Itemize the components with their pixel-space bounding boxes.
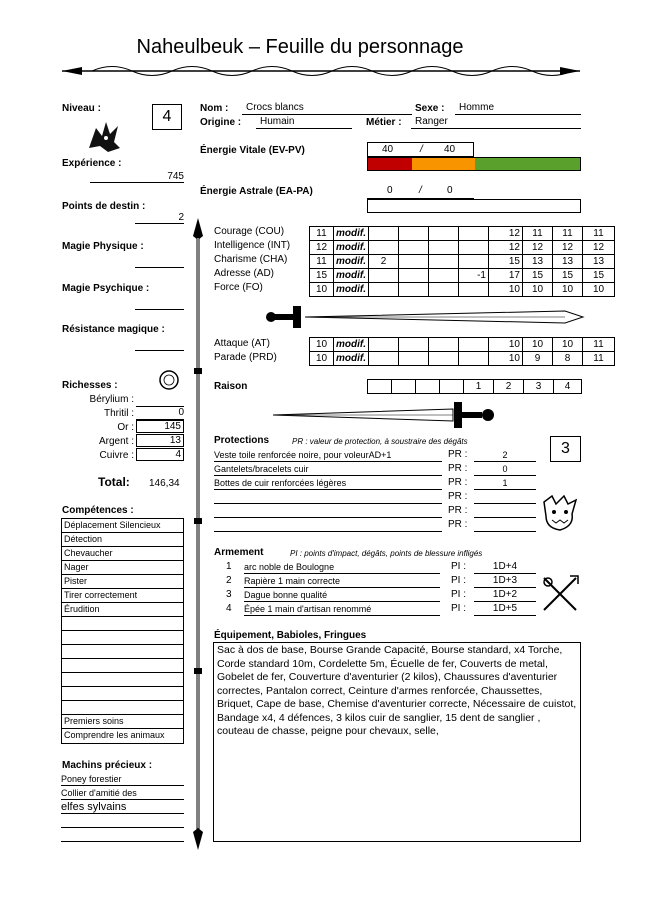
table-row	[310, 352, 615, 366]
sexe-label: Sexe :	[415, 103, 445, 114]
ev-value-box[interactable]	[367, 142, 474, 157]
crossed-weapons-icon	[540, 574, 580, 614]
table-row	[310, 269, 615, 283]
ev-sep: /	[420, 144, 423, 155]
raison-cell[interactable]	[392, 380, 416, 394]
protection-item-name[interactable]: Gantelets/bracelets cuir	[214, 463, 442, 476]
ea-bar	[367, 199, 581, 213]
stat-value[interactable]: 13	[583, 255, 615, 269]
page-title: Naheulbeuk – Feuille du personnage	[136, 36, 464, 58]
origine-label: Origine :	[200, 117, 242, 128]
stats-names	[214, 226, 290, 296]
coin-value-berylium[interactable]	[136, 394, 184, 407]
stat-value[interactable]: 13	[523, 255, 553, 269]
protection-pr-label: PR :	[448, 491, 468, 502]
coin-label-argent: Argent :	[98, 436, 134, 447]
arme-name[interactable]: Rapière 1 main correcte	[244, 575, 440, 588]
arme-name[interactable]: Dague bonne qualité	[244, 589, 440, 602]
protections-note: PR : valeur de protection, à soustraire des dégâts	[292, 437, 468, 446]
experience-label: Expérience :	[62, 158, 122, 169]
combat-value[interactable]: 8	[553, 352, 583, 366]
combat-modif-label: modif.	[334, 352, 369, 366]
arme-pi-label: PI :	[451, 603, 467, 614]
stat-value[interactable]: 11	[553, 227, 583, 241]
ornament-divider-icon	[62, 60, 580, 82]
stat-value[interactable]: 17	[489, 269, 523, 283]
competence-item[interactable]	[62, 659, 183, 673]
arme-num: 2	[226, 575, 232, 586]
stat-modif[interactable]	[459, 283, 489, 297]
stat-modif[interactable]	[429, 227, 459, 241]
raison-cell[interactable]: 4	[554, 380, 582, 394]
total-value: 146,34	[149, 478, 180, 489]
stat-value[interactable]: 13	[553, 255, 583, 269]
raison-label: Raison	[214, 381, 248, 392]
protection-pr-value[interactable]: 0	[474, 463, 536, 476]
stat-modif-label: modif.	[334, 255, 369, 269]
ea-label: Énergie Astrale (EA-PA)	[200, 186, 313, 197]
protections-label: Protections	[214, 435, 270, 446]
metier-field[interactable]: Ranger	[411, 116, 581, 129]
stat-value[interactable]: 10	[523, 283, 553, 297]
stat-name: Intelligence (INT)	[214, 240, 291, 251]
raison-cell[interactable]	[416, 380, 440, 394]
raison-table	[367, 379, 582, 394]
arme-pi-label: PI :	[451, 561, 467, 572]
stat-modif[interactable]	[399, 269, 429, 283]
combat-base[interactable]: 10	[310, 352, 334, 366]
nom-field[interactable]: Crocs blancs	[242, 102, 412, 115]
stat-base[interactable]: 15	[310, 269, 334, 283]
magie-psychique-value[interactable]	[135, 298, 184, 310]
stat-modif[interactable]	[429, 241, 459, 255]
stat-value[interactable]: 10	[489, 283, 523, 297]
raison-cell[interactable]: 1	[464, 380, 494, 394]
protection-item-name[interactable]: Bottes de cuir renforcées légères	[214, 477, 442, 490]
dragon-head-icon	[84, 118, 122, 156]
combat-names	[214, 338, 277, 366]
machin-item[interactable]	[61, 829, 184, 842]
combat-modif[interactable]	[369, 352, 399, 366]
combat-value[interactable]: 11	[583, 352, 615, 366]
experience-value[interactable]: 745	[90, 171, 184, 183]
stat-name: Courage (COU)	[214, 226, 285, 237]
stat-value[interactable]: 10	[553, 283, 583, 297]
protection-item-name[interactable]	[214, 505, 442, 518]
total-label: Total:	[98, 475, 130, 489]
stat-value[interactable]: 15	[523, 269, 553, 283]
stat-modif[interactable]	[369, 283, 399, 297]
competence-item[interactable]: Chevaucher	[62, 547, 183, 561]
protection-item-name[interactable]	[214, 491, 442, 504]
arme-pi-value[interactable]: 1D+4	[474, 561, 536, 574]
resistance-label: Résistance magique :	[62, 324, 165, 335]
competence-item[interactable]: Érudition	[62, 603, 183, 617]
ev-label: Énergie Vitale (EV-PV)	[200, 145, 305, 156]
stat-name: Adresse (AD)	[214, 268, 275, 279]
stat-value[interactable]: 10	[583, 283, 615, 297]
armement-label: Armement	[214, 547, 264, 558]
arme-name[interactable]: arc noble de Boulogne	[244, 561, 440, 574]
ev-bar-segment-mid	[412, 158, 475, 170]
stat-modif[interactable]	[369, 227, 399, 241]
protection-pr-label: PR :	[448, 463, 468, 474]
arme-num: 4	[226, 603, 232, 614]
protection-pr-label: PR :	[448, 519, 468, 530]
destin-label: Points de destin :	[62, 201, 146, 212]
stat-base[interactable]: 11	[310, 255, 334, 269]
magie-psychique-label: Magie Psychique :	[62, 283, 150, 294]
competence-item[interactable]	[62, 645, 183, 659]
stat-modif[interactable]	[399, 227, 429, 241]
machin-item[interactable]	[61, 815, 184, 828]
stat-modif-label: modif.	[334, 241, 369, 255]
stat-modif[interactable]	[459, 255, 489, 269]
competence-item[interactable]: Nager	[62, 561, 183, 575]
stat-modif[interactable]	[369, 269, 399, 283]
machin-item[interactable]: Collier d'amitié des	[61, 787, 184, 800]
combat-value[interactable]: 9	[523, 352, 553, 366]
niveau-label: Niveau :	[62, 103, 101, 114]
arme-num: 1	[226, 561, 232, 572]
protection-pr-value[interactable]	[474, 505, 536, 518]
sword-icon	[268, 400, 498, 430]
arme-pi-value[interactable]: 1D+5	[474, 603, 536, 616]
stat-modif-label: modif.	[334, 227, 369, 241]
armement-note: PI : points d'impact, dégâts, points de blessure infligés	[290, 549, 483, 558]
stat-modif[interactable]	[429, 255, 459, 269]
stat-base[interactable]: 10	[310, 283, 334, 297]
stat-value[interactable]: 12	[583, 241, 615, 255]
combat-table	[309, 337, 615, 366]
magie-physique-value[interactable]	[135, 256, 184, 268]
competence-item[interactable]: Tirer correctement	[62, 589, 183, 603]
combat-modif[interactable]	[459, 352, 489, 366]
protection-pr-label: PR :	[448, 505, 468, 516]
competences-label: Compétences :	[62, 505, 134, 516]
protection-pr-value[interactable]: 1	[474, 477, 536, 490]
machins-label: Machins précieux :	[62, 760, 153, 771]
stat-base[interactable]: 12	[310, 241, 334, 255]
stat-modif[interactable]	[459, 241, 489, 255]
table-row	[310, 338, 615, 352]
arme-name[interactable]: Épée 1 main d'artisan renommé	[244, 603, 440, 616]
combat-value[interactable]: 10	[523, 338, 553, 352]
stat-modif[interactable]	[399, 241, 429, 255]
stat-value[interactable]: 11	[583, 227, 615, 241]
origine-field[interactable]: Humain	[256, 116, 352, 129]
table-row	[310, 241, 615, 255]
ea-sep: /	[419, 185, 422, 196]
protection-item-name[interactable]: Veste toile renforcée noire, pour voleurAD+1	[214, 449, 442, 462]
stat-value[interactable]: 11	[523, 227, 553, 241]
stat-modif[interactable]	[429, 269, 459, 283]
coin-value-argent[interactable]: 13	[136, 434, 184, 447]
arme-pi-label: PI :	[451, 589, 467, 600]
coin-value-thritil[interactable]: 0	[136, 407, 184, 420]
combat-base[interactable]: 10	[310, 338, 334, 352]
table-row	[310, 227, 615, 241]
competence-item[interactable]	[62, 617, 183, 631]
arme-pi-value[interactable]: 1D+2	[474, 589, 536, 602]
sword-icon	[265, 302, 585, 332]
nom-label: Nom :	[200, 103, 229, 114]
ev-bar-segment-low	[368, 158, 412, 170]
competence-item[interactable]: Pister	[62, 575, 183, 589]
spear-divider-icon	[190, 218, 206, 850]
stat-value[interactable]: 15	[489, 255, 523, 269]
protection-pr-value[interactable]: 2	[474, 449, 536, 462]
combat-modif[interactable]	[399, 338, 429, 352]
ev-bar	[367, 157, 581, 171]
competence-item[interactable]: Premiers soins	[62, 715, 183, 729]
raison-cell[interactable]	[368, 380, 392, 394]
machin-item[interactable]: elfes sylvains	[61, 801, 184, 814]
protection-pr-value[interactable]	[474, 519, 536, 532]
machin-item[interactable]: Poney forestier	[61, 773, 184, 786]
competence-item[interactable]: Détection	[62, 533, 183, 547]
combat-modif[interactable]	[459, 338, 489, 352]
equipement-label: Équipement, Babioles, Fringues	[214, 630, 367, 641]
protection-pr-label: PR :	[448, 449, 468, 460]
stats-table	[309, 226, 615, 297]
equipement-text[interactable]: Sac à dos de base, Bourse Grande Capacité, Bourse standard, x4 Torche, Corde standard 10m, Cordelette 5m, Écuelle de fer, Couverts de metal, Gobelet de fer, Couverture d'aventurier (2 kilos), Chaussures d'aventurier correctes, Pantalon correct, Ceinture d'armes renforcée, Chaussettes, Briquet, Cape de base, Chemise d'aventurier correcte, Nécessaire de cuistot, Bandage x4, 4 défences, 3 kilos cuir de sanglier, 15 dent de sanglier , couteau de chasse, peigne pour chevaux, selle,	[213, 642, 581, 842]
stat-value[interactable]: 12	[523, 241, 553, 255]
combat-value[interactable]: 11	[583, 338, 615, 352]
table-row	[310, 255, 615, 269]
stat-value[interactable]: 12	[489, 227, 523, 241]
coin-label-cuivre: Cuivre :	[99, 450, 134, 461]
table-row	[310, 283, 615, 297]
monster-icon	[538, 492, 580, 534]
stat-value[interactable]: 12	[489, 241, 523, 255]
coin-label-thritil: Thritil :	[104, 408, 134, 419]
stat-modif[interactable]	[399, 255, 429, 269]
coin-label-or: Or :	[117, 422, 134, 433]
combat-name: Attaque (AT)	[214, 338, 270, 349]
protection-pr-value[interactable]	[474, 491, 536, 504]
coin-label-berylium: Bérylium :	[89, 394, 134, 405]
combat-name: Parade (PRD)	[214, 352, 277, 363]
stat-modif[interactable]	[399, 283, 429, 297]
combat-modif[interactable]	[429, 338, 459, 352]
arme-num: 3	[226, 589, 232, 600]
stat-modif[interactable]: -1	[459, 269, 489, 283]
stat-name: Charisme (CHA)	[214, 254, 288, 265]
combat-value[interactable]: 10	[553, 338, 583, 352]
stat-value[interactable]: 15	[553, 269, 583, 283]
stat-modif-label: modif.	[334, 283, 369, 297]
ea-max: 0	[447, 185, 453, 196]
table-row	[368, 380, 582, 394]
competence-item[interactable]	[62, 631, 183, 645]
niveau-value[interactable]: 4	[152, 104, 182, 130]
raison-cell[interactable]: 3	[524, 380, 554, 394]
competence-item[interactable]	[62, 687, 183, 701]
arme-pi-value[interactable]: 1D+3	[474, 575, 536, 588]
coin-value-or[interactable]: 145	[136, 420, 184, 433]
stat-value[interactable]: 15	[583, 269, 615, 283]
metier-label: Métier :	[366, 117, 402, 128]
competence-item[interactable]: Comprendre les animaux	[64, 730, 165, 740]
raison-cell[interactable]: 2	[494, 380, 524, 394]
stat-modif[interactable]	[369, 241, 399, 255]
combat-modif[interactable]	[399, 352, 429, 366]
stat-modif[interactable]: 2	[369, 255, 399, 269]
ev-max: 40	[444, 144, 456, 155]
competence-item[interactable]	[62, 701, 183, 715]
destin-value[interactable]: 2	[135, 212, 184, 224]
combat-modif-label: modif.	[334, 338, 369, 352]
combat-modif[interactable]	[429, 352, 459, 366]
combat-value[interactable]: 10	[489, 352, 523, 366]
combat-modif[interactable]	[369, 338, 399, 352]
coin-icon	[158, 369, 180, 391]
stat-value[interactable]: 12	[553, 241, 583, 255]
stat-modif-label: modif.	[334, 269, 369, 283]
coin-value-cuivre[interactable]: 4	[136, 448, 184, 461]
ea-current: 0	[387, 185, 393, 196]
protection-pr-label: PR :	[448, 477, 468, 488]
arme-pi-label: PI :	[451, 575, 467, 586]
stat-name: Force (FO)	[214, 282, 263, 293]
protection-item-name[interactable]	[214, 519, 442, 532]
sexe-field[interactable]: Homme	[455, 102, 581, 115]
ev-current: 40	[382, 144, 394, 155]
protections-total[interactable]: 3	[550, 436, 581, 462]
richesses-label: Richesses :	[62, 380, 118, 391]
raison-cell[interactable]	[440, 380, 464, 394]
stat-modif[interactable]	[459, 227, 489, 241]
competence-item[interactable]	[62, 673, 183, 687]
ev-bar-segment-high	[475, 158, 580, 170]
combat-value[interactable]: 10	[489, 338, 523, 352]
stat-modif[interactable]	[429, 283, 459, 297]
competence-item[interactable]: Déplacement Silencieux	[62, 519, 183, 533]
magie-physique-label: Magie Physique :	[62, 241, 144, 252]
competences-list	[61, 518, 184, 744]
stat-base[interactable]: 11	[310, 227, 334, 241]
resistance-value[interactable]	[135, 339, 184, 351]
ea-value-box[interactable]	[367, 184, 474, 199]
